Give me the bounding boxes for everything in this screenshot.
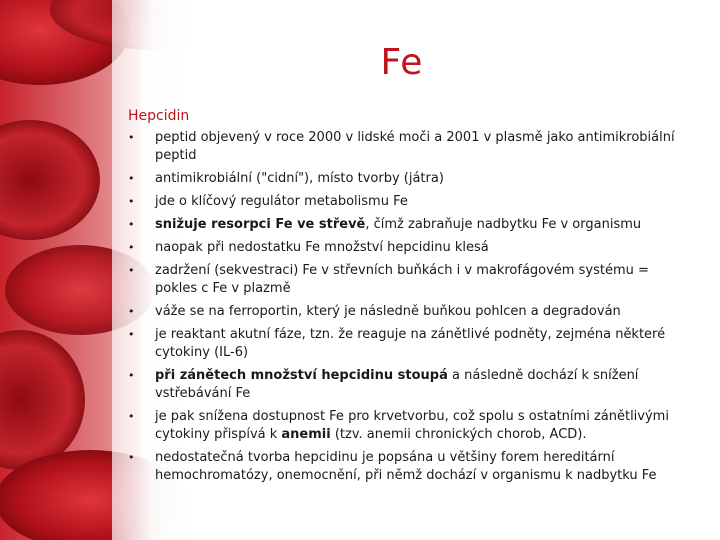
- bullet-dot-icon: •: [128, 410, 135, 423]
- bullet-item: [128, 129, 688, 165]
- bullet-dot-icon: •: [128, 195, 135, 208]
- bullet-text: a následně dochází k snížení vstřebávání Fe: [155, 368, 639, 401]
- bullet-item: [128, 303, 688, 321]
- bullet-text: (tzv. anemii chronických chorob, ACD).: [330, 427, 587, 442]
- bullet-text: , čímž zabraňuje nadbytku Fe v organismu: [365, 217, 642, 232]
- slide-title: Fe: [380, 42, 424, 83]
- bullet-item: [128, 262, 688, 298]
- bullet-dot-icon: •: [128, 172, 135, 185]
- bullet-dot-icon: •: [128, 131, 135, 144]
- bullet-text-bold: snižuje resorpci Fe ve střevě: [155, 217, 366, 232]
- bullet-text: váže se na ferroportin, který je následně buňkou pohlcen a degradován: [155, 304, 621, 319]
- bullet-text: naopak při nedostatku Fe množství hepcidinu klesá: [155, 240, 489, 255]
- bullet-text: zadržení (sekvestraci) Fe v střevních buňkách i v makrofágovém systému = pokles c Fe v plazmě: [155, 263, 649, 296]
- bullet-item: [128, 216, 688, 234]
- bullet-dot-icon: •: [128, 305, 135, 318]
- bullet-dot-icon: •: [128, 264, 135, 277]
- bullet-item: [128, 239, 688, 257]
- bullet-dot-icon: •: [128, 328, 135, 341]
- bullet-text: peptid objevený v roce 2000 v lidské moči a 2001 v plasmě jako antimikrobiální peptid: [155, 130, 675, 163]
- bullet-text: je pak snížena dostupnost Fe pro krvetvorbu, což spolu s ostatními zánětlivými cytokiny přispívá k: [155, 409, 669, 442]
- bullet-text: antimikrobiální ("cidní"), místo tvorby (játra): [155, 171, 444, 186]
- slide-subtitle: Hepcidin: [128, 108, 190, 124]
- bullet-item: [128, 170, 688, 188]
- bullet-text: nedostatečná tvorba hepcidinu je popsána u většiny forem hereditární hemochromatózy, onemocnění, při němž dochází v organismu k nadbytku Fe: [155, 450, 657, 483]
- bullet-item: [128, 449, 688, 485]
- bullet-dot-icon: •: [128, 369, 135, 382]
- bullet-text-bold: při zánětech množství hepcidinu stoupá: [155, 368, 448, 383]
- bullet-dot-icon: •: [128, 451, 135, 464]
- bullet-item: [128, 367, 688, 403]
- bullet-item: [128, 408, 688, 444]
- bullet-item: [128, 326, 688, 362]
- bullet-text: jde o klíčový regulátor metabolismu Fe: [155, 194, 408, 209]
- bullet-item: [128, 193, 688, 211]
- bullet-dot-icon: •: [128, 218, 135, 231]
- bullet-text: je reaktant akutní fáze, tzn. že reaguje na zánětlivé podněty, zejména některé cytokiny (IL-6): [155, 327, 666, 360]
- bullet-text-bold: anemii: [281, 427, 331, 442]
- bullet-list: [128, 129, 688, 490]
- bullet-dot-icon: •: [128, 241, 135, 254]
